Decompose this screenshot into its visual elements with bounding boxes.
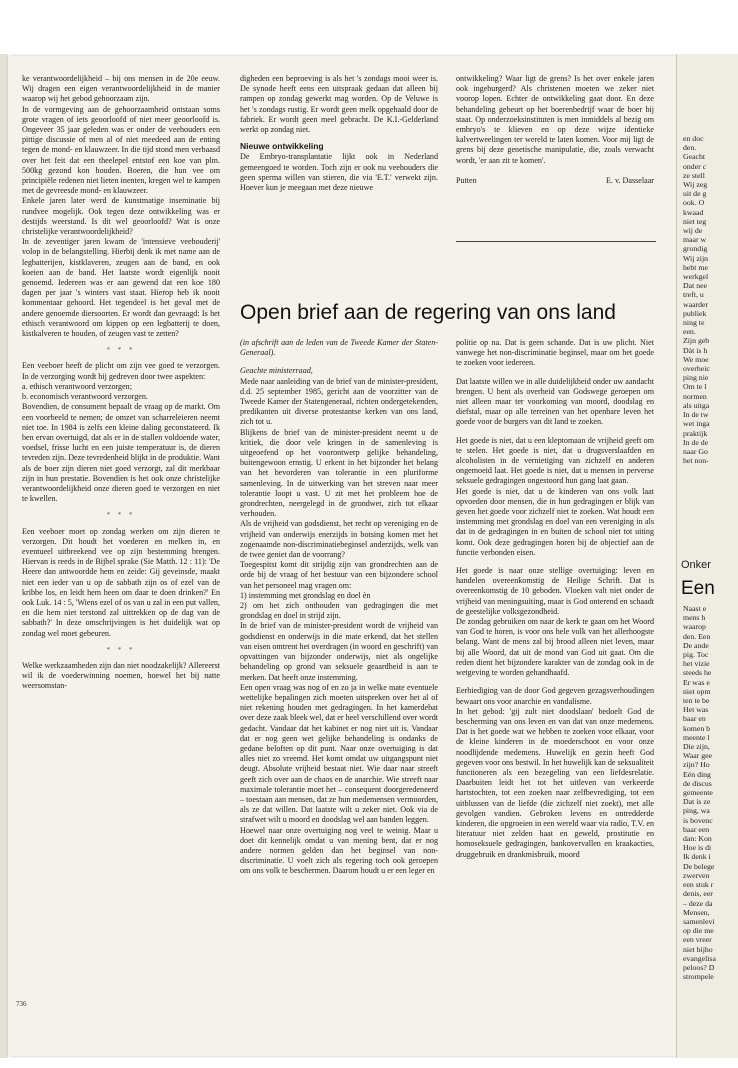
paragraph: (in afschrift aan de leden van de Tweede Kamer der Staten-Generaal). xyxy=(240,338,438,358)
paragraph: Een veeboer heeft de plicht om zijn vee goed te verzorgen. In de verzorging wordt hij gedreven door twee aspekten: xyxy=(22,361,220,381)
section-divider: * * * xyxy=(106,645,136,654)
signature-place: Putten xyxy=(456,175,477,185)
subheading: Nieuwe ontwikkeling xyxy=(240,141,324,152)
article1-column-1 xyxy=(22,74,220,692)
paragraph: In de zeventiger jaren kwam de 'intensieve veehouderij' volop in de belangstelling. Hierbij denk ik met name aan de legbatterijen, kistklaveren, zeugen aan de band, en ook koeien aan de band. Het laatste wordt eigenlijk nooit genoemd. Iedereen was er aan gewend dat een koe 180 dagen per jaar 's winters vast staat. Hierop heb ik nooit kommentaar gehoord. Het tegendeel is het geval met de andere genoemde diersoorten. Er wordt dan gevraagd: Is het ethisch verantwoord om kippen op een legbatterij te doen, kistkalveren te houden, of zeugen vast te zetten? xyxy=(22,237,220,339)
salutation: Geachte ministerraad, xyxy=(240,366,313,376)
paragraph: Mede naar aanleiding van de brief van de minister-president, d.d. 25 september 1985, gericht aan de voorzitter van de Tweede Kamer der Statengeneraal, richten ondergetekenden, predikanten uit diverse protestantse kerken van ons land, zich tot u. xyxy=(240,376,438,427)
list-item: 1) instemming met grondslag en doel èn xyxy=(240,590,371,600)
paragraph: In de brief van de minister-president wordt de vrijheid van godsdienst en onderwijs in die mate erkend, dat het stellen van eisen omtrent het overdragen (in woord en geschrift) van opvattingen van bijzonder onderwijs, niet als ongelijke behandeling op grond van seksuele geaardheid is aan te merken. Dat heeft onze instemming. xyxy=(240,621,439,682)
right-page-text-top: en doc den. Geacht onder c ze stell Wij zeg uit de g ook. O kwaad niet teg wij de maar w grondig Wij zijn hebt me werkgel Dat nee treft, u waarder publiek ning te een. Zijn geb Dàt is h We moe overheic ping nie Om te l normen als uitga In de tw wet inga praktijk In de de naar Go het non- xyxy=(683,134,710,466)
right-page-kicker: Onker xyxy=(681,559,711,571)
list-item: b. economisch verantwoord verzorgen. xyxy=(22,392,148,402)
paragraph: De zondag gebruiken om naar de kerk te gaan om het Woord van God te horen, is voor ons hele volk van het allerhoogste belang. Want de mens zal bij brood alleen niet leven, maar bij alle Woord, dat uit de mond van God uit gaat. Om die reden dient het bijzondere karakter van de zondag ook in de wetgeving te worden gehandhaafd. xyxy=(456,617,654,678)
paragraph: Toegespitst komt dit strijdig zijn van grondrechten aan de orde bij de vraag of het bestuur van een bijzondere school van het personeel mag vragen om: xyxy=(240,560,438,590)
paragraph: Het goede is niet, dat u de kinderen van ons volk laat opvoeden door mensen, die in hun gedragingen er blijk van geven het goede voor zichzelf niet te zoeken. Wat houdt een instemming met grondslag en doel van een vereniging in als dat in de gedragingen in en buiten de school niet tot uiting komt. Ook deze gedragingen horen bij de objectief aan de functie verbonden eisen. xyxy=(456,486,654,557)
paragraph: Blijkens de brief van de minister-president neemt u de kritiek, die door vele kringen in de samenleving is uitgeoefend op het voorontwerp gelijke behandeling, buitengewoon ernstig. U erkent in het bijzonder het belang van het bevorderen van tolerantie in een pluriforme samenleving. In de uitwerking van het streven naar meer tolerantie loopt u vast. U zit met het probleem hoe de grondrechten, neergelegd in de grondwet, zich tot elkaar verhouden. xyxy=(240,427,438,519)
paragraph: Dat laatste willen we in alle duidelijkheid onder uw aandacht brengen. U bent als overheid van Godswege geroepen om niet alleen maar ter voorkoming van moord, doodslag en diefstal, maar op alle terreinen van het openbare leven het goede voor de burgers van dit land te zoeken. xyxy=(456,376,655,427)
paragraph: Enkele jaren later werd de kunstmatige inseminatie bij rundvee mogelijk. Ook tegen deze ontwikkeling was er destijds weerstand. Is dit wel geoorloofd? Wat is onze christelijke verantwoordelijkheid? xyxy=(22,196,220,237)
paragraph: ke verantwoordelijkheid – bij ons mensen in de 20e eeuw. Wij dragen een eigen verantwoordelijkheid in de manier waarop wij het gebod gehoorzaam zijn. xyxy=(22,74,220,104)
article1-column-3 xyxy=(456,74,654,186)
paragraph: In de vormgeving aan de gehoorzaamheid ontstaan soms grote vragen of iets geoorloofd of niet meer geoorloofd is. Ongeveer 35 jaar geleden was er onder de veehouders een pittige discussie of men al of niet meedeed aan de enting tegen de mond- en klauwzeer. In die tijd stond men verbaasd over het feit dat een theelepel entstof een koe van plm. 500kg gezond kon houden. Boeren, die hun vee om principiële redenen niet lieten inenten, kregen wel te kampen met de gevreesde mond- en klauwzeer. xyxy=(22,104,220,196)
paragraph: Hoewel naar onze overtuiging nog veel te weinig. Maar u doet dit kennelijk omdat u van mening bent, dat er nog andere normen gelden dan het beginsel van non-discriminatie. U voelt zich als regering toch ook geroepen om ons volk te beschermen. Daarom houdt u er een leger en xyxy=(240,825,438,876)
list-item: 2) om het zich onthouden van gedragingen die met grondslag en doel in strijd zijn. xyxy=(240,601,438,621)
paragraph: Welke werkzaamheden zijn dan niet noodzakelijk? Allereerst wil ik de voederwinning noemen, hoewel het bij natte weersomstan- xyxy=(22,660,221,691)
article-divider xyxy=(456,241,656,242)
paragraph: In het gebod: 'gij zult niet doodslaan' bedoelt God de bescherming van ons leven en van dat van onze medemens. Dat is het goede wat we hebben te zoeken voor elkaar, voor de kleine kinderen in de moederschoot en voor onze noodlijdende medemens. Huwelijk en gezin heeft God gegeven voor ons bestwil. In het huwelijk kan de seksualiteit functioneren als een bezegeling van een liefdesrelatie. Daarbuiten leidt het tot het uitleven van verkeerde hartstochten, tot een zoeken naar zelfbevrediging, tot een uitblussen van de liefde (die zichzelf niet zoekt), met alle gevolgen vandien. Gebroken levens en ontredderde kinderen, die opgroeien in een wereld waar via radio, T.V. en literatuur niet zelden haat en geweld, prostitutie en homoseksuele gedragingen, bankovervallen en kraakacties, druggebruik en drankmisbruik, moord xyxy=(456,706,654,859)
right-page-headline: Een xyxy=(681,578,715,599)
section-divider: * * * xyxy=(106,346,136,355)
section-divider: * * * xyxy=(106,511,136,520)
paragraph: digheden een beproeving is als het 's zondags mooi weer is. De synode heeft eens een uitspraak gedaan dat alleen bij rampen op zondag gewerkt mag worden. Op de Veluwe is het 's zondags rustig. Er wordt geen melk opgehaald door de fabriek. Er wordt geen meel gebracht. De K.I.-Gelderland werkt op zondag niet. xyxy=(240,74,438,135)
paragraph: politie op na. Dat is geen schande. Dat is uw plicht. Niet vanwege het non-discriminatie beginsel, maar om het goede te zoeken voor iedereen. xyxy=(456,338,654,368)
page-number: 736 xyxy=(16,1000,27,1008)
page-binding xyxy=(0,54,8,1058)
article1-column-2 xyxy=(240,74,438,193)
paragraph: Het goede is naar onze stellige overtuiging: leven en handelen overeenkomstig de Heilige Schrift. Dat is overeenkomstig de 10 geboden. Vloeken valt niet onder de vrijheid van meningsuiting, maar is God onterend en schaadt de geestelijke volksgezondheid. xyxy=(456,566,654,616)
paragraph: Bovendien, de consument bepaalt de vraag op de markt. Om een voorbeeld te nemen; de omzet van scharreleieren neemt niet toe. In 1984 is zelfs een kleine daling geconstateerd. Ik ben ervan overtuigd, dat als er in de stallen voldoende water, voedsel, frisse lucht en een juiste temperatuur is, de dieren tevreden zijn. Deze tevredenheid blijkt in de produktie. Want als de boer zijn dieren niet goed verzorgt, zal dit merkbaar zijn in hun prestatie. Bovendien is het ook onze christelijke verantwoordelijkheid onze dieren goed te verzorgen en niet te kwellen. xyxy=(22,402,220,504)
article2-headline: Open brief aan de regering van ons land xyxy=(240,301,616,324)
paragraph: Als de vrijheid van godsdienst, het recht op vereniging en de vrijheid van onderwijs enerzijds in botsing komen met het zogenaamde non-discriminatiebeginsel anderzijds, welk van de twee geniet dan de voorrang? xyxy=(240,519,438,560)
paragraph: Het goede is niet, dat u een kleptomaan de vrijheid geeft om te stelen. Het goede is niet, dat u drugsverslaafden en alcoholisten in de vernietiging van zichzelf en anderen ongemoeid laat. Het goede is niet, dat u mensen in perverse seksuele gedragingen ongestoord hun gang laat gaan. xyxy=(456,435,654,486)
paragraph: Een veeboer moet op zondag werken om zijn dieren te verzorgen. Dit houdt het voederen en melken in, en eventueel uitbreekend vee op zijn bestemming brengen. Hiervan is reeds in de Bijbel sprake (Sie Matth. 12 : 11): 'De Heere dan antwoordde hem en zeide: Gij geveinsde, maakt niet een ieder van u op de sabbath zijn os of ezel van de kribbe los, en leidt hem heen om daar te doen drinken?' En ook Luk. 14 : 5, 'Wiens ezel of os van u zal in een put vallen, en die hem niet terstond zal uittrekken op de dag van de sabbath?' In deze omschrijvingen is het duidelijk wat op zondag wel moet gebeuren. xyxy=(22,526,220,638)
paragraph: De Embryo-transplantatie lijkt ook in Nederland gemeengoed te worden. Toch zijn er ook nu veehouders die geen sperma willen van stieren, die via 'E.T.' verwekt zijn. Hoever kun je meegaan met deze nieuwe xyxy=(240,152,438,193)
paragraph: Eerbiediging van de door God gegeven gezagsverhoudingen bewaart ons voor anarchie en vandalisme. xyxy=(456,686,654,706)
paragraph: ontwikkeling? Waar ligt de grens? Is het over enkele jaren ook ingeburgerd? Als christenen moeten we zeker niet voorop lopen. Echter de ontwikkeling gaat door. En deze behandeling gebeurt op het boerenbedrijf waar de boer bij staat. Op onderzoeksinstituten is men inmiddels al bezig om embryo's te klieven en op deze wijze identieke kalvertweelingen ter wereld te laten komen. Voor mij ligt de grens bij deze genetische manipulatie, die, zoals verwacht wordt, 'er aan zit te komen'. xyxy=(456,74,654,165)
signature xyxy=(456,176,654,186)
right-page-text-bottom: Naast e mens h waarop den. Een De ande pig. Toc het vizie steeds he Er was e niet opm ten te be Het was baar en komen b meente l Die zijn, Waar gee zijn? Ho Eén ding de discus gemeente Dat is ze ping, wa is bovenc baar een dan: Kon Hoe is di Ik denk i De belege zwerven een stuk r denis, eer – deze da Mensen, samenlevi op die me een vreer niet bijho evangelisa peloos? D strompele xyxy=(683,604,716,982)
magazine-page-right xyxy=(676,54,738,1058)
paragraph: Een open vraag was nog of en zo ja in welke mate eventuele wettelijke bepalingen zich moeten uitspreken over het al of niet rekening houden met gedragingen. In het kamerdebat over deze zaak bleek wel, dat er heel verschillend over wordt gedacht. Vandaar dat het kabinet er nog niet uit is. Vandaar dat er nog geen wet gelijke behandeling is ondanks de gedane beloften op dit punt. Naar onze overtuiging is dat alles niet zo vreemd. Het komt omdat uw uitgangspunt niet deugt. Absolute vrijheid bestaat niet. Wie daar naar streeft geeft zich over aan de chaos en de anarchie. Wie streeft naar maximale tolerantie moet het – consequent doorgeredeneerd – toestaan aan mensen, dat ze hun medemensen vermoorden, als ze dat willen. Dat laatste wilt u zeker niet. Ook via de strafwet wilt u moord en doodslag wel aan banden leggen. xyxy=(240,682,438,825)
article2-column-2 xyxy=(456,338,654,860)
article2-column-1 xyxy=(240,338,438,877)
list-item: a. ethisch verantwoord verzorgen; xyxy=(22,381,132,391)
signature-author: E. v. Dasselaar xyxy=(605,175,654,185)
